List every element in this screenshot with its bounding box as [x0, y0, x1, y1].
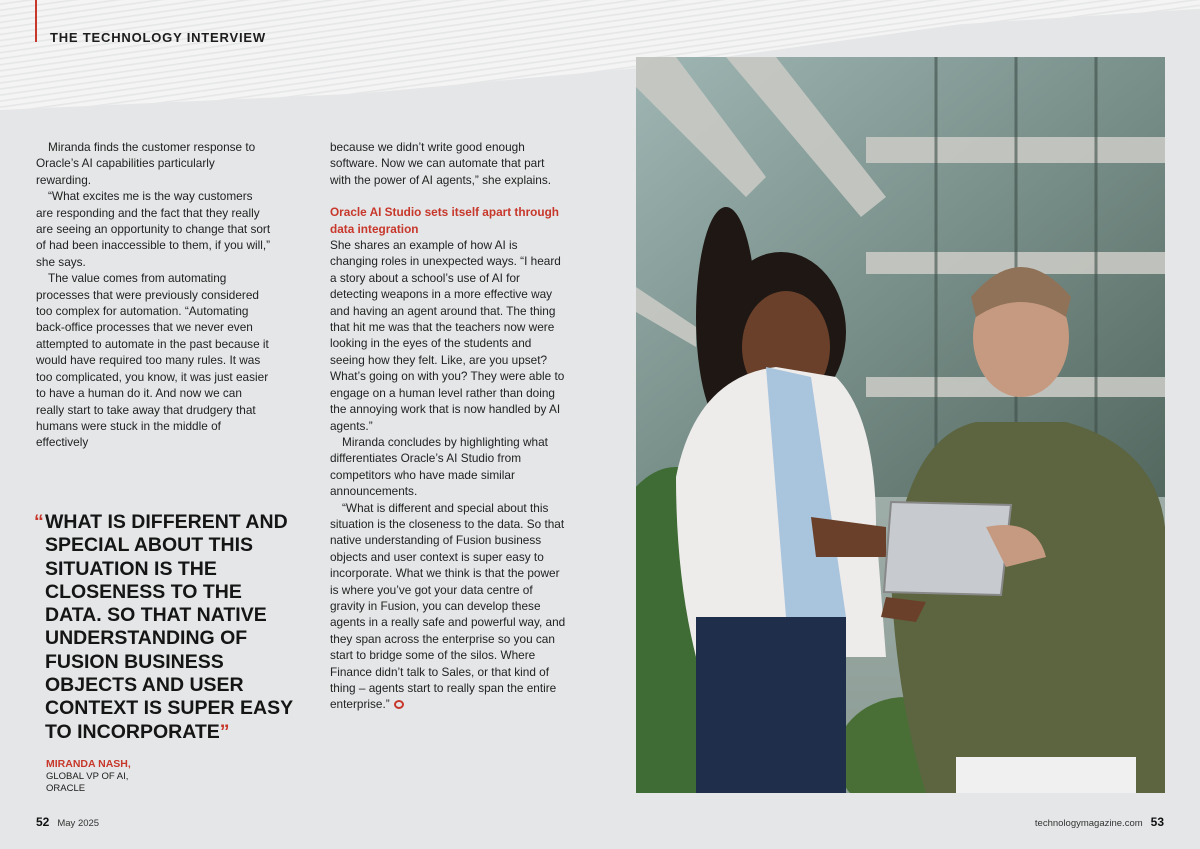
- quote-attribution: [46, 758, 246, 795]
- paragraph: Miranda finds the customer response to Oracle’s AI capabilities particularly rewarding.: [36, 140, 256, 187]
- section-title: THE TECHNOLOGY INTERVIEW: [50, 30, 266, 45]
- pull-quote-text: WHAT IS DIFFERENT AND SPECIAL ABOUT THIS SITUATION IS THE CLOSENESS TO THE DATA. SO THAT NATIVE UNDERSTANDING OF FUSION BUSINESS OBJECTS AND USER CONTEXT IS SUPER EASY TO INCORPORATE: [45, 511, 293, 743]
- attribution-name: MIRANDA NASH,: [46, 758, 131, 770]
- quote-close-mark: ”: [219, 720, 230, 743]
- article-photo: [636, 57, 1165, 793]
- column-1: [36, 139, 272, 451]
- paragraph: She shares an example of how AI is changing roles in unexpected ways. “I heard a story about a school’s use of AI for detecting weapons in a more effective way and having an agent around that. The thing that hit me was that the teachers now were looking in the eyes of the students and seeing how they felt. Like, are you upset? What’s going on with you? They were able to engage on a human level rather than doing the annoying work that is now handled by AI agents.”: [330, 238, 565, 433]
- paragraph: “What excites me is the way customers are responding and the fact that they really are seeing an opportunity to change that sort of had been inaccessible to them, if you will,” she says.: [36, 189, 271, 269]
- footer-right: [1035, 815, 1164, 829]
- issue-date: May 2025: [57, 818, 100, 829]
- paragraph: because we didn’t write good enough software. Now we can automate that part with the power of AI agents,” she explains.: [330, 140, 551, 187]
- section-rule: [35, 0, 37, 42]
- page-number-left: 52: [36, 815, 50, 829]
- column-2: [330, 139, 566, 713]
- paragraph: Miranda concludes by highlighting what differentiates Oracle’s AI Studio from competitors who have made similar announcements.: [330, 434, 548, 499]
- footer-left: [36, 815, 99, 829]
- website: technologymagazine.com: [1034, 818, 1143, 829]
- paragraph-final: [330, 500, 566, 713]
- paragraph: The value comes from automating processes that were previously considered too complex for automation. “Automating back-office processes that we never even attempted to automate in the past because it would have required too many rules. It was too complicated, you know, it was just easier to have a human do it. And now we can really start to take away that drudgery that humans were stuck in the middle of effectively: [36, 271, 269, 450]
- quote-open-mark: “: [34, 511, 44, 533]
- attribution-role: GLOBAL VP OF AI,: [46, 771, 129, 782]
- attribution-company: ORACLE: [46, 783, 86, 794]
- pull-quote: [34, 511, 293, 744]
- end-mark-icon: [394, 700, 404, 709]
- paragraph-final-text: “What is different and special about this situation is the closeness to the data. So that native understanding of Fusion business objects and user context is super easy to incorporate. What we think is that the power is where you’ve got your data centre of gravity in Fusion, you can develop these agents in a really safe and powerful way, and they span across the enterprise so you can start to bridge some of the silos. Where Finance didn’t talk to Sales, or that kind of thing – agents start to really span the entire enterprise.”: [330, 500, 566, 712]
- subheading: Oracle AI Studio sets itself apart through data integration: [330, 205, 559, 236]
- photo-illustration: [636, 57, 1165, 793]
- page-number-right: 53: [1150, 815, 1164, 829]
